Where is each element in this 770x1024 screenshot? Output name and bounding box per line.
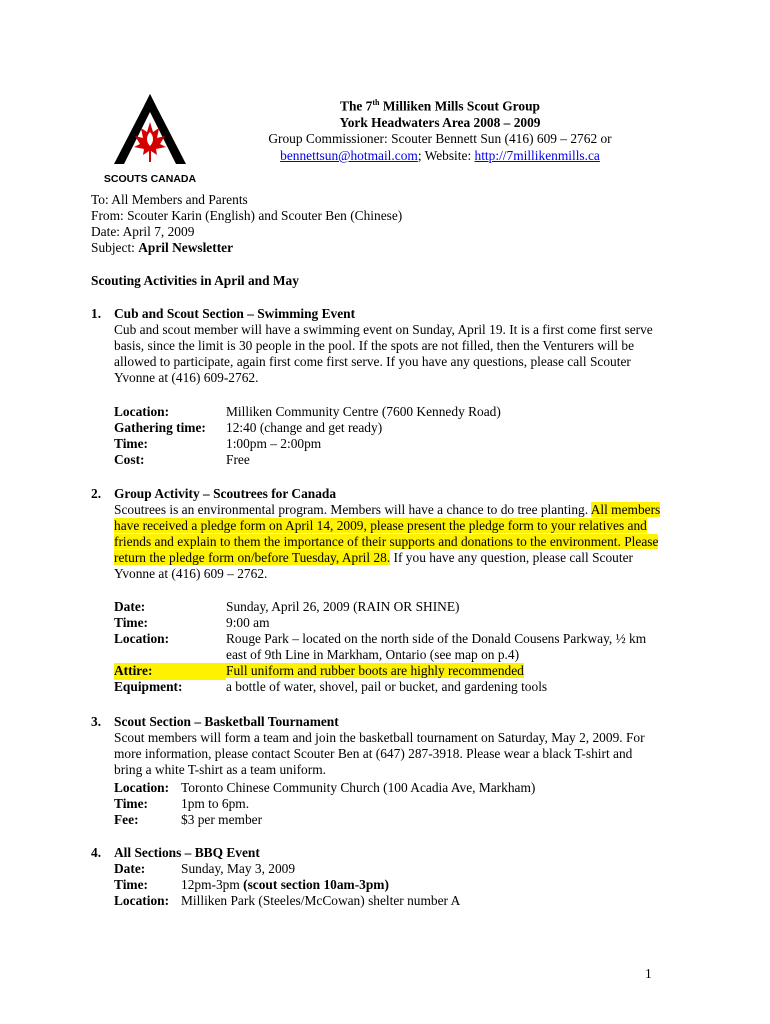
highlighted-text: have received a pledge form on April 14, 2009, please present the pledge form to your relatives and (114, 518, 647, 533)
detail-row: Cost: Free (114, 452, 250, 467)
page-number: 1 (645, 966, 652, 981)
detail-row: Fee: $3 per member (114, 812, 263, 827)
highlighted-text: return the pledge form on/before Tuesday, April 28. (114, 550, 391, 565)
detail-row: Time: 1:00pm – 2:00pm (114, 436, 322, 451)
detail-row: Time: 9:00 am (114, 615, 270, 630)
paragraph-line: Yvonne at (416) 609 – 2762. (114, 566, 268, 581)
detail-row: Date: Sunday, April 26, 2009 (RAIN OR SHINE) (114, 599, 460, 614)
paragraph-line: allowed to participate, again first come first serve. If you have any questions, please call Scouter (114, 354, 631, 369)
paragraph-line: Cub and scout member will have a swimming event on Sunday, April 19. It is a first come first serve (114, 322, 653, 337)
memo-from: From: Scouter Karin (English) and Scouter Ben (Chinese) (91, 208, 403, 223)
paragraph-line (114, 518, 647, 535)
highlighted-text: friends and explain to them the importance of their supports and donations to the environment. Please (114, 534, 659, 549)
logo-text: SCOUTS CANADA (103, 173, 197, 185)
item-number: 2. (91, 486, 102, 501)
detail-row: Date: Sunday, May 3, 2009 (114, 861, 296, 876)
contact-line: bennettsun@hotmail.com; Website: http://7millikenmills.ca (280, 147, 600, 163)
item-number: 3. (91, 714, 102, 729)
item-title: All Sections – BBQ Event (114, 845, 260, 860)
area-line: York Headwaters Area 2008 – 2009 (339, 114, 541, 130)
item-number: 4. (91, 845, 102, 860)
highlighted-text: All members (590, 502, 661, 517)
commissioner-line: Group Commissioner: Scouter Bennett Sun (416) 609 – 2762 or (268, 131, 612, 147)
paragraph-line (114, 534, 658, 551)
item-number: 1. (91, 306, 102, 321)
memo-to: To: All Members and Parents (91, 192, 248, 207)
website-link[interactable]: http://7millikenmills.ca (474, 147, 600, 163)
item-title: Scout Section – Basketball Tournament (114, 714, 339, 729)
detail-row: Equipment: a bottle of water, shovel, pail or bucket, and gardening tools (114, 679, 548, 694)
detail-row: Location: Milliken Community Centre (7600 Kennedy Road) (114, 404, 501, 419)
detail-row: east of 9th Line in Markham, Ontario (see map on p.4) (226, 647, 520, 662)
section-heading: Scouting Activities in April and May (91, 273, 299, 288)
paragraph-line: more information, please contact Scouter Ben at (647) 287-3918. Please wear a black T-shirt and (114, 746, 633, 761)
scouts-canada-logo (103, 92, 197, 186)
letterhead (250, 95, 630, 164)
group-title: The 7th Milliken Mills Scout Group (340, 98, 540, 114)
paragraph-line: Scoutrees is an environmental program. Members will have a chance to do tree planting. All members (114, 502, 661, 517)
detail-row: Gathering time: 12:40 (change and get ready) (114, 420, 383, 435)
paragraph-line: basis, since the limit is 30 people in the pool. If the spots are not filled, then the Venturers will be (114, 338, 635, 353)
memo-date: Date: April 7, 2009 (91, 224, 195, 239)
item-title: Cub and Scout Section – Swimming Event (114, 306, 356, 321)
paragraph-line: return the pledge form on/before Tuesday, April 28. If you have any question, please call Scouter (114, 550, 633, 565)
email-link[interactable]: bennettsun@hotmail.com (280, 147, 418, 163)
item-title: Group Activity – Scoutrees for Canada (114, 486, 337, 501)
detail-row: Time: 12pm-3pm (scout section 10am-3pm) (114, 877, 389, 892)
paragraph-line: Yvonne at (416) 609-2762. (114, 370, 259, 385)
detail-row: Location: Milliken Park (Steeles/McCowan) shelter number A (114, 893, 461, 908)
detail-row: Time: 1pm to 6pm. (114, 796, 250, 811)
memo-subject: Subject: April Newsletter (91, 240, 234, 255)
paragraph-line: bring a white T-shirt as a team uniform. (114, 762, 326, 777)
paragraph-line: Scout members will form a team and join the basketball tournament on Saturday, May 2, 2009. For (114, 730, 645, 745)
detail-row: Location: Toronto Chinese Community Church (100 Acadia Ave, Markham) (114, 780, 536, 795)
detail-row: Location: Rouge Park – located on the north side of the Donald Cousens Parkway, ½ km (114, 631, 647, 646)
detail-row: Attire: Full uniform and rubber boots are highly recommended (114, 663, 524, 678)
